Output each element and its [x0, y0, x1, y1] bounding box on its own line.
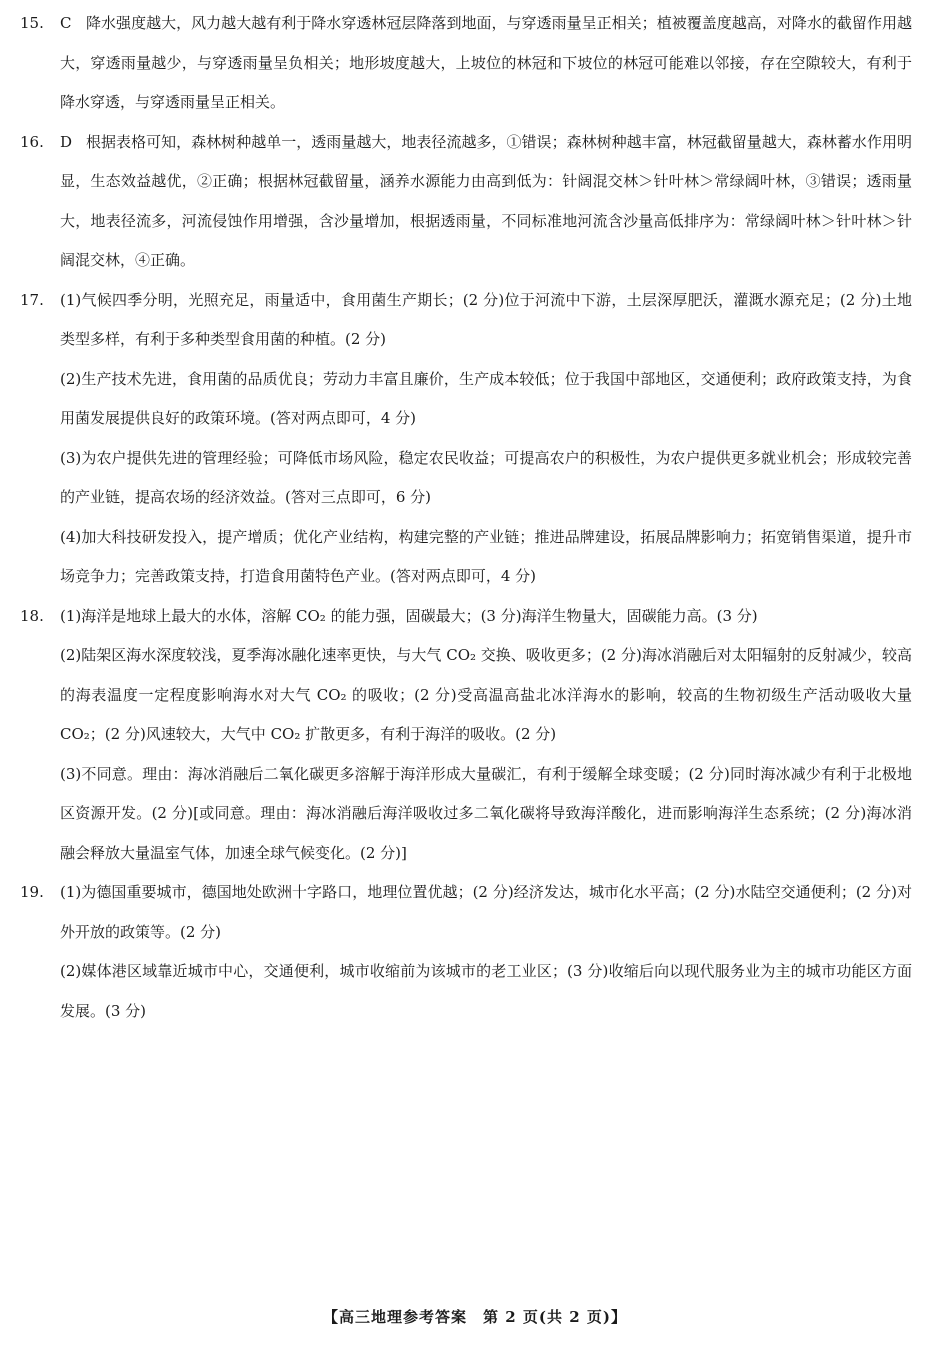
answer-text: (1)为德国重要城市，德国地处欧洲十字路口，地理位置优越；(2 分)经济发达，城市化水平高；(2 分)水陆空交通便利；(2 分)对外开放的政策等。(2 分): [60, 883, 912, 941]
question-number: 17.: [20, 290, 44, 309]
answer-choice: C: [60, 14, 72, 32]
question-16: [20, 123, 912, 281]
question-18-part-1: [20, 597, 912, 637]
question-15: [20, 4, 912, 123]
explanation-text: 降水强度越大，风力越大越有利于降水穿透林冠层降落到地面，与穿透雨量呈正相关；植被覆盖度越高，对降水的截留作用越大，穿透雨量越少，与穿透雨量呈负相关；地形坡度越大，上坡位的林冠和下坡位的林冠可能难以邻接，存在空隙较大，有利于降水穿透，与穿透雨量呈正相关。: [60, 14, 912, 111]
answer-text: (1)海洋是地球上最大的水体，溶解 CO₂ 的能力强，固碳最大；(3 分)海洋生物量大，固碳能力高。(3 分): [60, 606, 758, 625]
question-number: 16.: [20, 132, 44, 151]
question-number: 19.: [20, 883, 44, 901]
question-18-part-3: (3)不同意。理由：海冰消融后二氧化碳更多溶解于海洋形成大量碳汇，有利于缓解全球变暖；(2 分)同时海冰减少有利于北极地区资源开发。(2 分)[或同意。理由：海冰消融后海洋吸收过多二氧化碳将导致海洋酸化，进而影响海洋生态系统；(2 分)海冰消融会释放大量温室气体，加速全球气候变化。(2 分)]: [60, 764, 912, 862]
question-19-part-2: (2)媒体港区域靠近城市中心，交通便利，城市收缩前为该城市的老工业区；(3 分)收缩后向以现代服务业为主的城市功能区方面发展。(3 分): [60, 962, 912, 1020]
page-footer: 【高三地理参考答案 第 2 页(共 2 页)】: [323, 1308, 627, 1326]
question-number: 15.: [20, 14, 44, 32]
question-17-part-3: (3)为农户提供先进的管理经验；可降低市场风险，稳定农民收益；可提高农户的积极性，为农户提供更多就业机会；形成较完善的产业链，提高农场的经济效益。(答对三点即可，6 分): [60, 448, 912, 506]
question-17-part-2: (2)生产技术先进，食用菌的品质优良；劳动力丰富且廉价，生产成本较低；位于我国中部地区，交通便利；政府政策支持，为食用菌发展提供良好的政策环境。(答对两点即可，4 分): [60, 369, 912, 427]
question-17-part-1: [20, 281, 912, 360]
question-19-part-1: [20, 873, 912, 952]
question-18-part-2: (2)陆架区海水深度较浅，夏季海冰融化速率更快，与大气 CO₂ 交换、吸收更多；(2 分)海冰消融后对太阳辐射的反射减少，较高的海表温度一定程度影响海水对大气 CO₂ 的吸收；(2 分)受高温高盐北冰洋海水的影响，较高的生物初级生产活动吸收大量 CO₂；(2 分)风速较大，大气中 CO₂ 扩散更多，有利于海洋的吸收。(2 分): [60, 646, 912, 743]
explanation-text: 根据表格可知，森林树种越单一，透雨量越大，地表径流越多，①错误；森林树种越丰富，林冠截留量越大，森林蓄水作用明显，生态效益越优，②正确；根据林冠截留量，涵养水源能力由高到低为：针阔混交林＞针叶林＞常绿阔叶林，③错误；透雨量大，地表径流多，河流侵蚀作用增强，含沙量增加，根据透雨量，不同标准地河流含沙量高低排序为：常绿阔叶林＞针叶林＞针阔混交林，④正确。: [60, 132, 912, 269]
answer-content: [20, 4, 912, 1031]
answer-choice: D: [60, 132, 73, 151]
answer-text: (1)气候四季分明，光照充足，雨量适中，食用菌生产期长；(2 分)位于河流中下游，土层深厚肥沃，灌溉水源充足；(2 分)土地类型多样，有利于多种类型食用菌的种植。(2 分): [60, 290, 912, 348]
question-number: 18.: [20, 606, 44, 625]
question-17-part-4: (4)加大科技研发投入，提产增质；优化产业结构，构建完整的产业链；推进品牌建设，拓展品牌影响力；拓宽销售渠道，提升市场竞争力；完善政策支持，打造食用菌特色产业。(答对两点即可，4 分): [60, 527, 912, 585]
